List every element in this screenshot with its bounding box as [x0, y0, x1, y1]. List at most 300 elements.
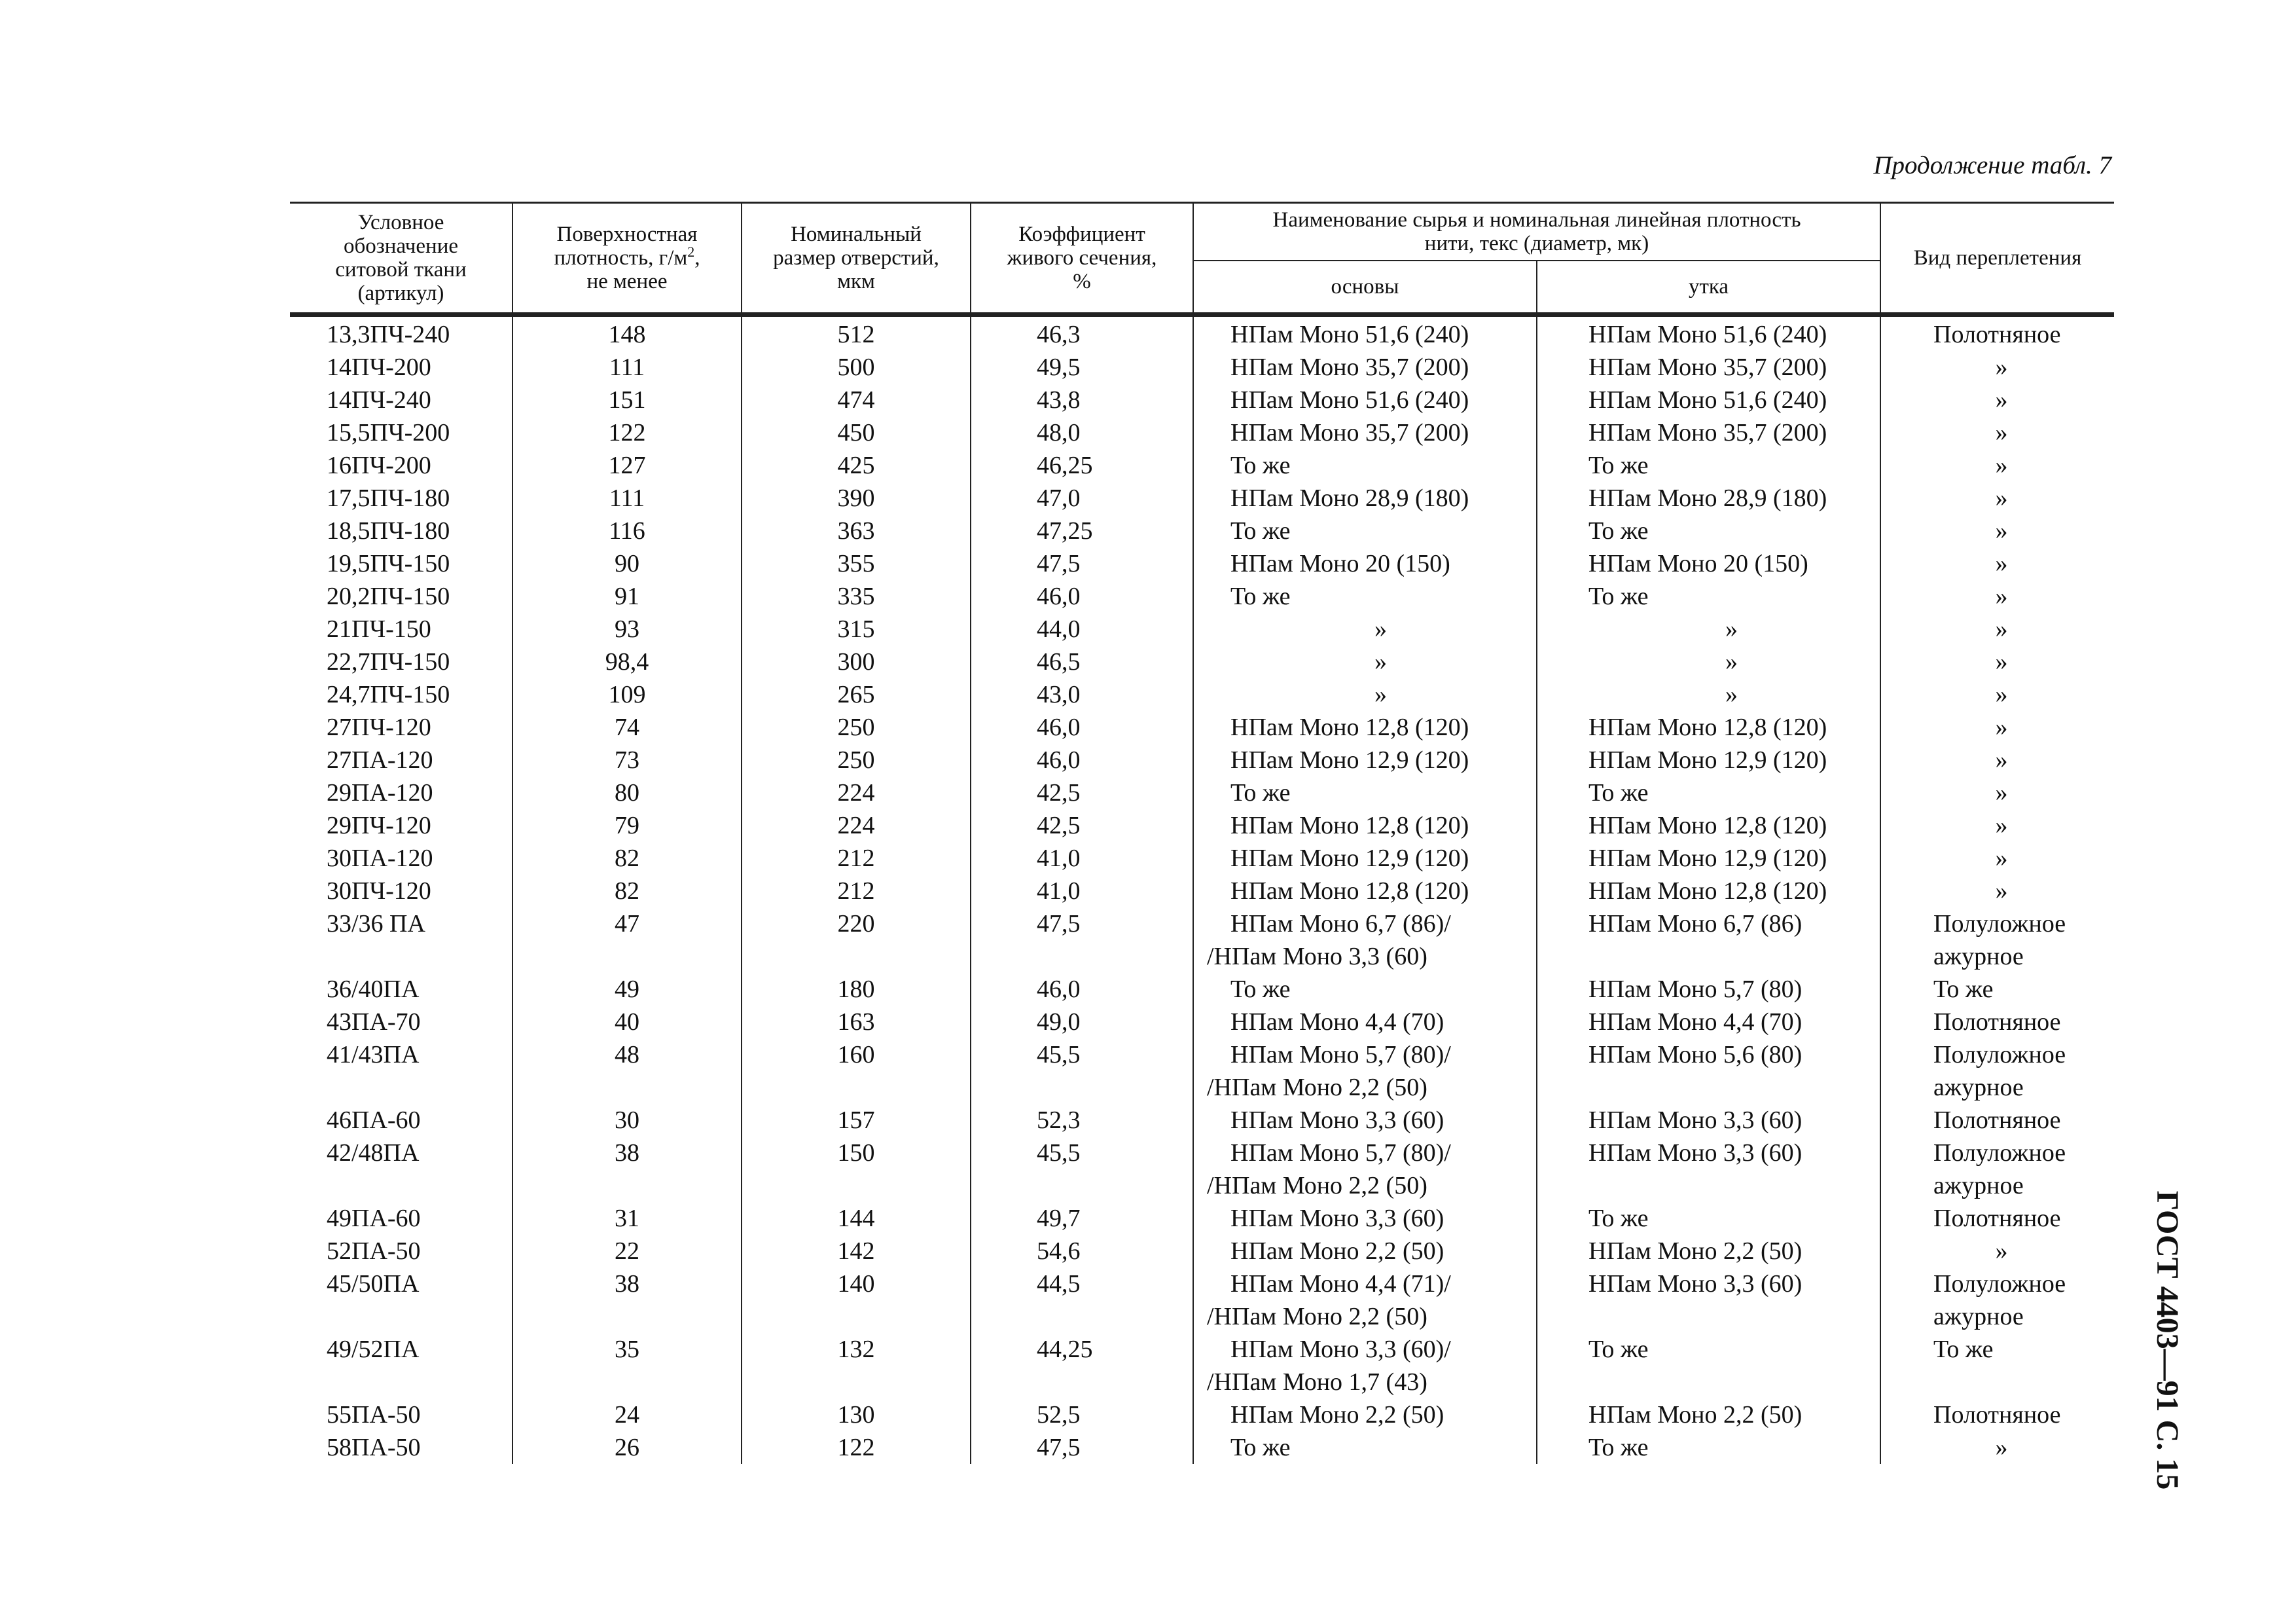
cell-weft-line: НПам Моно 3,3 (60) — [1588, 1139, 1803, 1167]
cell-weft-line: То же — [1588, 1434, 1649, 1461]
cell-fabric-code: 29ПЧ-120 — [327, 812, 431, 839]
cell-fabric-code: 17,5ПЧ-180 — [327, 484, 450, 512]
cell-hole-size: 212 — [742, 875, 971, 907]
table-row — [290, 1202, 2114, 1235]
cell-weave — [1880, 315, 2114, 352]
cell-fabric-code: 29ПА-120 — [327, 779, 433, 807]
cell-warp-line: НПам Моно 2,2 (50) — [1230, 1237, 1444, 1265]
cell-weave-line: Полуложное — [1933, 1270, 2066, 1298]
header-open-area-coefficient — [971, 203, 1193, 315]
cell-weave — [1880, 711, 2114, 744]
cell-weave — [1880, 1202, 2114, 1235]
cell-weft-line: НПам Моно 28,9 (180) — [1588, 484, 1827, 512]
table-row — [290, 1333, 2114, 1398]
header-nominal-hole-size — [742, 203, 971, 315]
cell-warp-line: /НПам Моно 2,2 (50) — [1207, 1074, 1427, 1101]
cell-surface-density: 82 — [512, 875, 742, 907]
cell-open-area: 54,6 — [971, 1235, 1193, 1267]
cell-warp — [1193, 776, 1537, 809]
cell-weave-line: » — [1995, 615, 2008, 643]
cell-warp — [1193, 711, 1537, 744]
cell-weave-line: Полуложное — [1933, 1041, 2066, 1068]
cell-fabric-code: 15,5ПЧ-200 — [327, 419, 450, 447]
cell-warp-line: НПам Моно 12,8 (120) — [1230, 714, 1469, 741]
cell-open-area: 49,7 — [971, 1202, 1193, 1235]
cell-weave — [1880, 1267, 2114, 1333]
table-row — [290, 384, 2114, 416]
cell-fabric-code: 27ПА-120 — [327, 746, 433, 774]
cell-weave-line: » — [1995, 484, 2008, 512]
cell-warp-line: НПам Моно 12,9 (120) — [1230, 845, 1469, 872]
cell-weave — [1880, 613, 2114, 646]
cell-weave-line: » — [1995, 648, 2008, 676]
cell-weft — [1537, 449, 1880, 482]
cell-weave-line: То же — [1933, 976, 1994, 1003]
cell-warp-line: То же — [1230, 452, 1291, 479]
cell-warp-line: НПам Моно 3,3 (60) — [1230, 1106, 1444, 1134]
cell-weft — [1537, 1398, 1880, 1431]
cell-weave — [1880, 1398, 2114, 1431]
cell-weft — [1537, 482, 1880, 515]
header-line: Поверхностная — [556, 223, 698, 246]
header-line: Коэффициент — [1018, 223, 1145, 246]
header-surface-density — [512, 203, 742, 315]
table-row — [290, 416, 2114, 449]
table-header — [290, 203, 2114, 315]
cell-weft-line: То же — [1588, 583, 1649, 610]
cell-weft — [1537, 1235, 1880, 1267]
cell-surface-density: 22 — [512, 1235, 742, 1267]
cell-open-area: 45,5 — [971, 1038, 1193, 1104]
cell-warp — [1193, 1104, 1537, 1137]
cell-weave — [1880, 580, 2114, 613]
cell-weave-line: » — [1995, 386, 2008, 414]
cell-weave-line: Полотняное — [1933, 1008, 2061, 1036]
cell-surface-density: 38 — [512, 1267, 742, 1333]
cell-weave — [1880, 646, 2114, 678]
cell-open-area: 43,0 — [971, 678, 1193, 711]
cell-open-area: 44,5 — [971, 1267, 1193, 1333]
cell-weave-line: » — [1995, 517, 2008, 545]
cell-weft — [1537, 1137, 1880, 1202]
cell-warp — [1193, 1333, 1537, 1398]
cell-weft — [1537, 547, 1880, 580]
header-line: обозначение — [343, 234, 459, 258]
table-row — [290, 613, 2114, 646]
cell-weave-line: » — [1995, 354, 2008, 381]
cell-warp-line: НПам Моно 28,9 (180) — [1230, 484, 1469, 512]
cell-open-area: 52,5 — [971, 1398, 1193, 1431]
cell-warp-line: » — [1374, 648, 1387, 676]
cell-weft — [1537, 315, 1880, 352]
cell-weave — [1880, 384, 2114, 416]
table-row — [290, 1038, 2114, 1104]
cell-warp — [1193, 580, 1537, 613]
cell-warp-line: НПам Моно 3,3 (60) — [1230, 1205, 1444, 1232]
cell-weft — [1537, 744, 1880, 776]
table-row — [290, 580, 2114, 613]
cell-warp — [1193, 907, 1537, 973]
cell-warp — [1193, 351, 1537, 384]
cell-warp — [1193, 875, 1537, 907]
table-row — [290, 1006, 2114, 1038]
cell-open-area: 44,25 — [971, 1333, 1193, 1398]
cell-weft-line: НПам Моно 12,8 (120) — [1588, 812, 1827, 839]
cell-weave — [1880, 482, 2114, 515]
cell-warp-line: НПам Моно 12,9 (120) — [1230, 746, 1469, 774]
cell-weave-line: » — [1995, 746, 2008, 774]
table-row — [290, 351, 2114, 384]
cell-weave-line: ажурное — [1933, 943, 2024, 970]
table-row — [290, 1137, 2114, 1202]
cell-warp — [1193, 449, 1537, 482]
cell-weft — [1537, 1038, 1880, 1104]
cell-weft-line: НПам Моно 51,6 (240) — [1588, 321, 1827, 348]
cell-surface-density: 48 — [512, 1038, 742, 1104]
cell-hole-size: 512 — [742, 315, 971, 352]
cell-open-area: 49,0 — [971, 1006, 1193, 1038]
header-line: Условное — [357, 211, 444, 234]
cell-weave — [1880, 907, 2114, 973]
cell-weft — [1537, 875, 1880, 907]
cell-fabric-code: 41/43ПА — [327, 1041, 420, 1068]
cell-weave-line: » — [1995, 452, 2008, 479]
cell-weft-line: То же — [1588, 517, 1649, 545]
cell-warp — [1193, 384, 1537, 416]
cell-weave-line: То же — [1933, 1336, 1994, 1363]
cell-surface-density: 90 — [512, 547, 742, 580]
cell-weave-line: ажурное — [1933, 1074, 2024, 1101]
table-row — [290, 711, 2114, 744]
cell-warp-line: /НПам Моно 3,3 (60) — [1207, 943, 1427, 970]
cell-hole-size: 224 — [742, 809, 971, 842]
cell-warp-line: НПам Моно 4,4 (70) — [1230, 1008, 1444, 1036]
cell-weft — [1537, 1267, 1880, 1333]
cell-warp — [1193, 809, 1537, 842]
cell-weft-line: То же — [1588, 1205, 1649, 1232]
cell-weave-line: » — [1995, 714, 2008, 741]
cell-open-area: 43,8 — [971, 384, 1193, 416]
cell-warp — [1193, 1267, 1537, 1333]
cell-hole-size: 130 — [742, 1398, 971, 1431]
cell-surface-density: 40 — [512, 1006, 742, 1038]
cell-weft — [1537, 973, 1880, 1006]
cell-hole-size: 160 — [742, 1038, 971, 1104]
cell-warp — [1193, 1006, 1537, 1038]
cell-fabric-code: 22,7ПЧ-150 — [327, 648, 450, 676]
table-row — [290, 1398, 2114, 1431]
header-superscript: 2 — [687, 244, 695, 260]
cell-surface-density: 111 — [512, 482, 742, 515]
cell-fabric-code: 43ПА-70 — [327, 1008, 421, 1036]
table-row — [290, 482, 2114, 515]
cell-open-area: 45,5 — [971, 1137, 1193, 1202]
cell-weave-line: Полуложное — [1933, 1139, 2066, 1167]
cell-warp — [1193, 646, 1537, 678]
cell-weft-line: » — [1725, 648, 1738, 676]
cell-surface-density: 74 — [512, 711, 742, 744]
cell-warp — [1193, 416, 1537, 449]
cell-weft — [1537, 678, 1880, 711]
cell-surface-density: 109 — [512, 678, 742, 711]
cell-open-area: 41,0 — [971, 842, 1193, 875]
cell-surface-density: 116 — [512, 515, 742, 547]
cell-fabric-code: 49ПА-60 — [327, 1205, 421, 1232]
cell-weave — [1880, 744, 2114, 776]
cell-warp — [1193, 1137, 1537, 1202]
cell-open-area: 46,3 — [971, 315, 1193, 352]
cell-surface-density: 91 — [512, 580, 742, 613]
cell-warp — [1193, 315, 1537, 352]
cell-warp-line: НПам Моно 6,7 (86)/ — [1230, 910, 1451, 938]
cell-weave-line: » — [1995, 812, 2008, 839]
cell-open-area: 47,5 — [971, 907, 1193, 973]
table-row — [290, 809, 2114, 842]
cell-surface-density: 24 — [512, 1398, 742, 1431]
cell-warp — [1193, 1398, 1537, 1431]
cell-warp — [1193, 1038, 1537, 1104]
cell-warp — [1193, 1431, 1537, 1464]
cell-weft-line: НПам Моно 3,3 (60) — [1588, 1106, 1803, 1134]
cell-fabric-code: 55ПА-50 — [327, 1401, 421, 1429]
cell-fabric-code: 49/52ПА — [327, 1336, 420, 1363]
cell-hole-size: 212 — [742, 842, 971, 875]
cell-open-area: 44,0 — [971, 613, 1193, 646]
cell-surface-density: 26 — [512, 1431, 742, 1464]
cell-weave-line: » — [1995, 1434, 2008, 1461]
cell-weave — [1880, 776, 2114, 809]
cell-open-area: 48,0 — [971, 416, 1193, 449]
cell-surface-density: 35 — [512, 1333, 742, 1398]
table-row — [290, 907, 2114, 973]
cell-surface-density: 79 — [512, 809, 742, 842]
cell-weave — [1880, 351, 2114, 384]
header-line: Наименование сырья и номинальная линейная плотность — [1272, 208, 1801, 232]
cell-weave — [1880, 973, 2114, 1006]
cell-warp — [1193, 515, 1537, 547]
cell-hole-size: 132 — [742, 1333, 971, 1398]
cell-warp-line: НПам Моно 20 (150) — [1230, 550, 1450, 577]
cell-open-area: 42,5 — [971, 776, 1193, 809]
cell-weave — [1880, 809, 2114, 842]
header-weft: утка — [1537, 261, 1880, 315]
cell-weft — [1537, 1104, 1880, 1137]
cell-hole-size: 140 — [742, 1267, 971, 1333]
cell-weave — [1880, 547, 2114, 580]
table-row — [290, 1235, 2114, 1267]
cell-weave — [1880, 678, 2114, 711]
cell-fabric-code: 16ПЧ-200 — [327, 452, 431, 479]
cell-warp-line: НПам Моно 35,7 (200) — [1230, 354, 1469, 381]
cell-hole-size: 300 — [742, 646, 971, 678]
cell-weave — [1880, 515, 2114, 547]
cell-surface-density: 148 — [512, 315, 742, 352]
cell-weave-line: » — [1995, 1237, 2008, 1265]
cell-fabric-code: 18,5ПЧ-180 — [327, 517, 450, 545]
cell-hole-size: 220 — [742, 907, 971, 973]
cell-weft-line: То же — [1588, 452, 1649, 479]
cell-warp — [1193, 613, 1537, 646]
header-weave-type: Вид переплетения — [1880, 203, 2114, 315]
table-row — [290, 973, 2114, 1006]
cell-warp-line: НПам Моно 2,2 (50) — [1230, 1401, 1444, 1429]
cell-open-area: 49,5 — [971, 351, 1193, 384]
cell-surface-density: 47 — [512, 907, 742, 973]
cell-weft-line: НПам Моно 12,8 (120) — [1588, 877, 1827, 905]
cell-weave — [1880, 1235, 2114, 1267]
cell-surface-density: 111 — [512, 351, 742, 384]
table-row — [290, 1104, 2114, 1137]
cell-weave-line: Полотняное — [1933, 1106, 2061, 1134]
cell-warp-line: НПам Моно 51,6 (240) — [1230, 321, 1469, 348]
cell-weft-line: НПам Моно 4,4 (70) — [1588, 1008, 1803, 1036]
cell-weft — [1537, 1333, 1880, 1398]
cell-weft-line: НПам Моно 12,9 (120) — [1588, 845, 1827, 872]
table-body — [290, 315, 2114, 1465]
cell-weft-line: НПам Моно 3,3 (60) — [1588, 1270, 1803, 1298]
cell-warp-line: » — [1374, 615, 1387, 643]
cell-weft-line: НПам Моно 35,7 (200) — [1588, 419, 1827, 447]
cell-hole-size: 122 — [742, 1431, 971, 1464]
cell-weft-line: НПам Моно 5,7 (80) — [1588, 976, 1803, 1003]
cell-surface-density: 82 — [512, 842, 742, 875]
cell-weave-line: » — [1995, 779, 2008, 807]
cell-open-area: 46,5 — [971, 646, 1193, 678]
cell-hole-size: 265 — [742, 678, 971, 711]
cell-weft — [1537, 646, 1880, 678]
cell-warp-line: НПам Моно 5,7 (80)/ — [1230, 1041, 1451, 1068]
cell-open-area: 47,5 — [971, 547, 1193, 580]
cell-weft-line: НПам Моно 5,6 (80) — [1588, 1041, 1803, 1068]
cell-weft — [1537, 351, 1880, 384]
cell-weft — [1537, 416, 1880, 449]
cell-hole-size: 390 — [742, 482, 971, 515]
cell-weft-line: То же — [1588, 779, 1649, 807]
cell-hole-size: 163 — [742, 1006, 971, 1038]
cell-fabric-code: 46ПА-60 — [327, 1106, 421, 1134]
cell-hole-size: 363 — [742, 515, 971, 547]
cell-warp-line: НПам Моно 51,6 (240) — [1230, 386, 1469, 414]
cell-warp-line: НПам Моно 3,3 (60)/ — [1230, 1336, 1451, 1363]
cell-weft-line: НПам Моно 12,8 (120) — [1588, 714, 1827, 741]
cell-weft-line: » — [1725, 615, 1738, 643]
cell-warp-line: То же — [1230, 517, 1291, 545]
cell-warp-line: НПам Моно 5,7 (80)/ — [1230, 1139, 1451, 1167]
standard-page-header: ГОСТ 4403—91 С. 15 — [2150, 1190, 2185, 1490]
cell-hole-size: 224 — [742, 776, 971, 809]
cell-weft-line: НПам Моно 12,9 (120) — [1588, 746, 1827, 774]
cell-hole-size: 355 — [742, 547, 971, 580]
header-line: Номинальный — [791, 223, 922, 246]
cell-fabric-code: 33/36 ПА — [327, 910, 425, 938]
cell-warp-line: НПам Моно 35,7 (200) — [1230, 419, 1469, 447]
cell-fabric-code: 52ПА-50 — [327, 1237, 421, 1265]
header-line: мкм — [837, 270, 875, 293]
cell-weave — [1880, 449, 2114, 482]
cell-warp-line: То же — [1230, 779, 1291, 807]
cell-weft-line: НПам Моно 51,6 (240) — [1588, 386, 1827, 414]
cell-weft — [1537, 809, 1880, 842]
cell-warp-line: То же — [1230, 583, 1291, 610]
cell-weave — [1880, 1137, 2114, 1202]
cell-weft-line: НПам Моно 2,2 (50) — [1588, 1401, 1803, 1429]
header-text: , — [694, 246, 700, 270]
table-row — [290, 842, 2114, 875]
cell-weft — [1537, 711, 1880, 744]
cell-weft-line: НПам Моно 20 (150) — [1588, 550, 1808, 577]
cell-warp-line: /НПам Моно 2,2 (50) — [1207, 1303, 1427, 1330]
cell-fabric-code: 36/40ПА — [327, 976, 420, 1003]
cell-open-area: 52,3 — [971, 1104, 1193, 1137]
cell-weft — [1537, 384, 1880, 416]
cell-open-area: 42,5 — [971, 809, 1193, 842]
cell-hole-size: 250 — [742, 711, 971, 744]
cell-hole-size: 150 — [742, 1137, 971, 1202]
cell-surface-density: 127 — [512, 449, 742, 482]
cell-hole-size: 335 — [742, 580, 971, 613]
cell-surface-density: 31 — [512, 1202, 742, 1235]
cell-warp-line: /НПам Моно 2,2 (50) — [1207, 1172, 1427, 1199]
header-line: (артикул) — [357, 282, 444, 305]
cell-open-area: 46,25 — [971, 449, 1193, 482]
cell-fabric-code: 24,7ПЧ-150 — [327, 681, 450, 708]
cell-fabric-code: 58ПА-50 — [327, 1434, 421, 1461]
table-row — [290, 678, 2114, 711]
cell-surface-density: 38 — [512, 1137, 742, 1202]
cell-weave-line: » — [1995, 845, 2008, 872]
cell-hole-size: 315 — [742, 613, 971, 646]
cell-warp-line: То же — [1230, 976, 1291, 1003]
cell-open-area: 46,0 — [971, 744, 1193, 776]
cell-open-area: 46,0 — [971, 711, 1193, 744]
cell-hole-size: 450 — [742, 416, 971, 449]
cell-hole-size: 500 — [742, 351, 971, 384]
table-row — [290, 515, 2114, 547]
header-line: нити, текс (диаметр, мк) — [1424, 232, 1649, 255]
cell-surface-density: 49 — [512, 973, 742, 1006]
cell-weft-line: То же — [1588, 1336, 1649, 1363]
cell-hole-size: 474 — [742, 384, 971, 416]
cell-open-area: 41,0 — [971, 875, 1193, 907]
header-raw-material-group — [1193, 203, 1880, 261]
cell-surface-density: 151 — [512, 384, 742, 416]
header-line: ситовой ткани — [335, 258, 467, 282]
cell-weft-line: НПам Моно 35,7 (200) — [1588, 354, 1827, 381]
cell-weft-line: НПам Моно 2,2 (50) — [1588, 1237, 1803, 1265]
cell-warp-line: НПам Моно 12,8 (120) — [1230, 877, 1469, 905]
cell-warp — [1193, 1202, 1537, 1235]
cell-warp — [1193, 1235, 1537, 1267]
cell-weave — [1880, 1333, 2114, 1398]
cell-fabric-code: 30ПЧ-120 — [327, 877, 431, 905]
cell-fabric-code: 21ПЧ-150 — [327, 615, 431, 643]
cell-weave-line: ажурное — [1933, 1172, 2024, 1199]
cell-warp — [1193, 482, 1537, 515]
cell-weave-line: Полотняное — [1933, 1205, 2061, 1232]
cell-surface-density: 98,4 — [512, 646, 742, 678]
cell-surface-density: 93 — [512, 613, 742, 646]
cell-warp — [1193, 744, 1537, 776]
header-line — [517, 246, 737, 270]
cell-warp — [1193, 547, 1537, 580]
cell-weave — [1880, 1431, 2114, 1464]
cell-surface-density: 122 — [512, 416, 742, 449]
table-row — [290, 776, 2114, 809]
cell-open-area: 46,0 — [971, 580, 1193, 613]
table-row — [290, 449, 2114, 482]
cell-weave-line: » — [1995, 583, 2008, 610]
cell-warp-line: НПам Моно 12,8 (120) — [1230, 812, 1469, 839]
